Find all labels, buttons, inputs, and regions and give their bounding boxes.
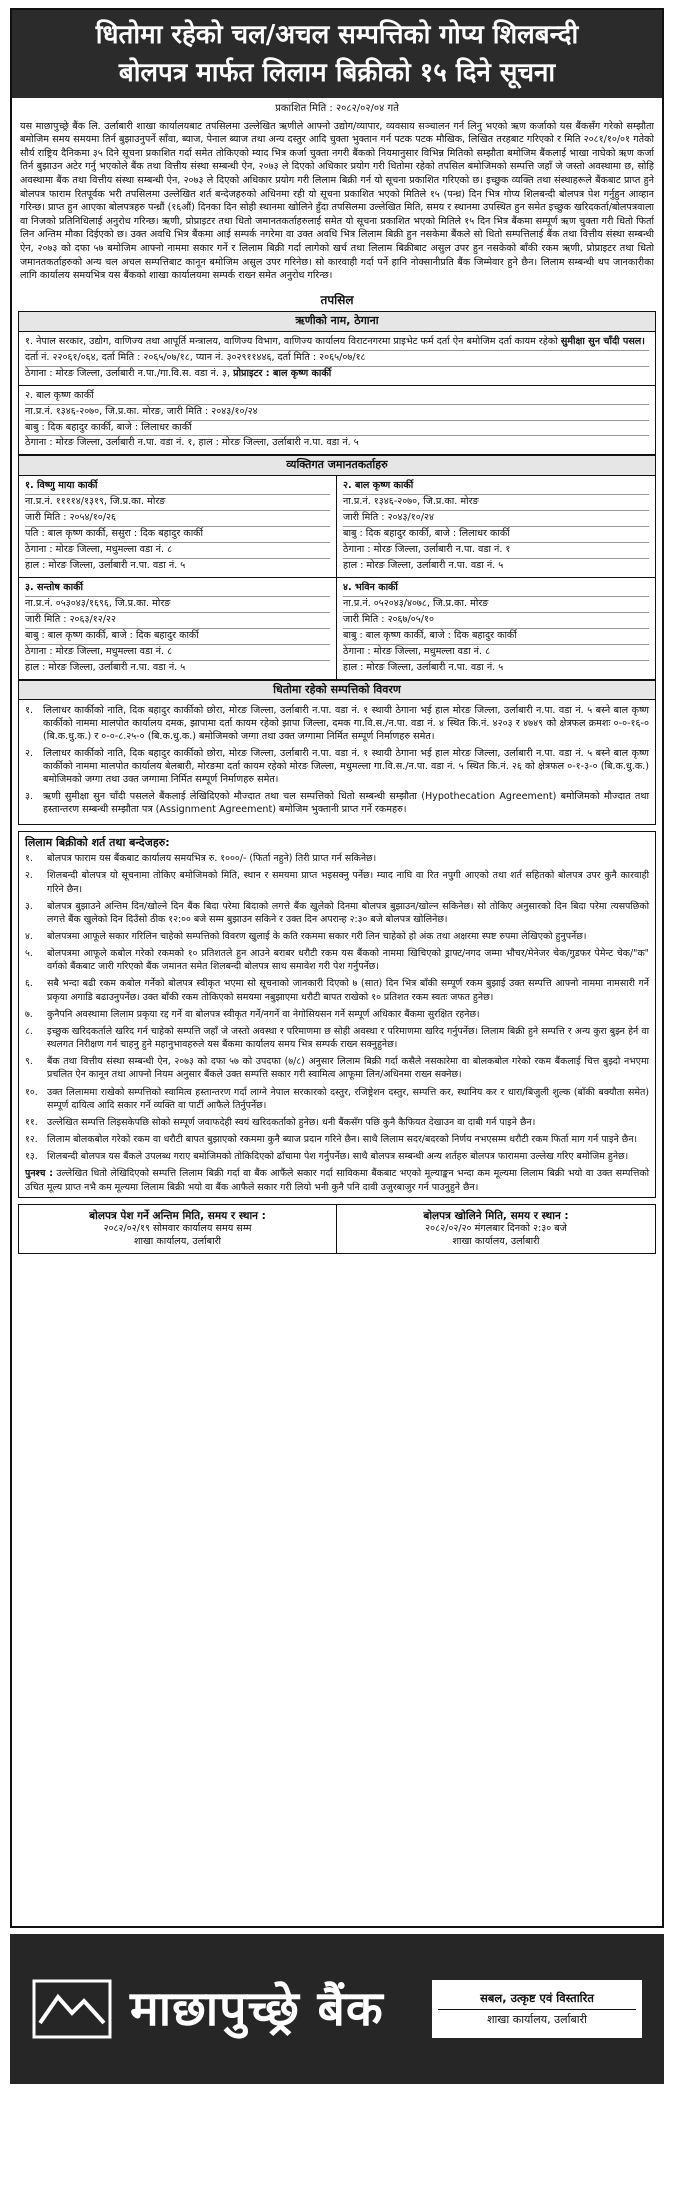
tagline-box (432, 1980, 642, 2037)
guarantor-address: ठेगाना : मोरङ जिल्ला, मधुमल्ला वडा नं. ८ (25, 644, 330, 659)
guarantor-name: २. बाल कृष्ण कार्की (343, 480, 414, 492)
terms-item-text: कुनैपनि अवस्थामा लिलाम प्रकृया रद्द गर्ने वा बोलपत्र स्वीकृत गर्ने/नगर्ने वा नेगोसियसन गर्ने सम्पूर्ण अधिकार बैंकमा सुरक्षित रहनेछ। (47, 1008, 480, 1020)
terms-item-text: बोलपत्र फाराम यस बैंकबाट कार्यालय समयभित्र रु. १०००/- (फिर्ता नहुने) तिरी प्राप्त गर्न सकिनेछ। (47, 853, 377, 865)
terms-list (25, 852, 649, 1163)
tapsil-label: तपसिल (320, 292, 354, 307)
terms-item (25, 1008, 649, 1021)
terms-item-text: शिलबन्दी बोलपत्र यस बैंकले उपलब्ध गराए बमोजिमको तोकिदिएको ढाँचामा पेश गर्नुपर्नेछ। साथै बोलपत्र सम्बन्धी अन्य शर्तहरु बोलपत्र फाराममा उल्लेख गरिए बमोजिम हुनेछ। (47, 1151, 629, 1163)
terms-item (25, 977, 649, 1003)
terms-item-text: इच्छुक खरिदकर्ताले खरिद गर्न चाहेको सम्पत्ति जहाँ जे जस्तो अवस्था र परिमाणमा छ सोही अवस्था र परिमाणमा खरिद गर्नुपर्नेछ। लिलाम बिक्री हुने सम्पत्ति र अन्य कुरा बुझ्न हेर्न वा स्थलगत निरीक्षण गर्न चाहनु हुने महानुभावहरुले यस बैंकमा कार्यालय समय भित्र सम्पर्क राख्न सक्नुहुनेछ। (47, 1025, 649, 1051)
collateral-item (25, 791, 649, 817)
guarantor-relation: पति : बाल कृष्ण कार्की, ससुरा : दिक बहादुर कार्की (25, 526, 330, 541)
guarantor-name: १. विष्णु माया कार्की (25, 480, 98, 492)
terms-heading: लिलाम बिक्रीको शर्त तथा बन्देजहरु: (25, 835, 170, 849)
terms-item (25, 930, 649, 943)
opening-when: २०८२/०२/२० मंगलबार दिनको २:३० बजे (425, 1222, 567, 1234)
borrower-proprietor: प्रोप्राइटर : बाल कृष्ण कार्की (233, 367, 332, 379)
borrower-firm: सुमीक्षा सुन चाँदी पसल। (560, 335, 645, 347)
collateral-box (18, 680, 656, 825)
terms-item-text: बोलपत्रमा आफूले कबोल गरेको रकमको १० प्रतिशतले हुन आउने बराबर धरौटी रकम यस बैंकको नाममा खिचिएको ड्राफ्ट/नगद जम्मा भौचर/मेनेजर चेक/गुडफर पेमेन्ट चेक/"क" वर्गको बैंकबाट जारी गरिएको बैंक जमानत समेत शिलबन्दी बोलपत्र साथ समावेश गरी पेश गर्नुपर्नेछ। (47, 948, 649, 973)
submission-when: २०८२/०२/१९ सोमवार कार्यालय समय सम्म (103, 1222, 252, 1234)
collateral-item-text: ऋणी सुमीक्षा सुन चाँदी पसलले बैंकलाई लेखिदिएको मौज्दात तथा चल सम्पत्तिको धितो सम्बन्धी सम्झौता (Hypothecation Agreement) बमोजिमको मौज्दात तथा हस्तान्तरण सम्बन्धी सम्झौता पत्र (Assignment Agreement) बमोजिम भुक्तानी प्राप्त गर्ने रकमहरु। (43, 790, 649, 815)
terms-item-number: १२. (25, 1134, 38, 1146)
terms-item (25, 1150, 649, 1163)
guarantor-relation: बाबु : दिक बहादुर कार्की, बाजे : लिलाधर कार्की (343, 526, 649, 541)
schedule-box (18, 1204, 656, 1254)
guarantors-box (18, 455, 656, 679)
terms-item-number: ९. (25, 1056, 33, 1068)
borrower-entry-2 (19, 386, 655, 455)
guarantor-citizenship: ना.प्र.नं. १३४६-२०७०, जि.प्र.का. मोरङ (343, 494, 649, 509)
terms-item (25, 1086, 649, 1112)
terms-item (25, 900, 649, 926)
opening-where: शाखा कार्यालय, उर्लाबारी (452, 1235, 540, 1247)
submission-heading: बोलपत्र पेश गर्ने अन्तिम मिति, समय र स्थान : (89, 1209, 266, 1222)
terms-item-text: उक्त लिलाममा राखेको सम्पत्तिको स्वामित्व हस्तान्तरण गर्दा लाग्ने नेपाल सरकारको दस्तुर, रजिष्ट्रेशन दस्तुर, सम्पत्ति कर, स्थानिय कर र धारा/बिजुली शुल्क (बाँकी बक्यौता समेत) सम्पूर्ण दायित्व आदि सकार गर्ने व्यक्ति वा पार्टी आफैले तिर्नुपर्नेछ। (47, 1086, 649, 1111)
terms-item-text: उल्लेखित सम्पत्ति लिइसकेपछि सोको सम्पूर्ण जवाफदेही स्वयं खरिदकर्ताको हुनेछ। धनी बैंकसँग पछि कुनै कैफियत देखाउन वा दाबी गर्न पाइने छैन। (47, 1116, 536, 1128)
borrower2-address: ठेगाना : मोरङ जिल्ला, उर्लाबारी न.पा. वडा नं. १, हाल : मोरङ जिल्ला, उर्लाबारी न.पा. वडा नं. ५ (25, 435, 649, 450)
borrower-address: ठेगाना : मोरङ जिल्ला, उर्लाबारी न.पा./गा.वि.स. वडा नं. ३, (25, 367, 231, 379)
postscript (25, 1167, 649, 1193)
collateral-item (25, 705, 649, 744)
guarantor-card (337, 578, 655, 679)
terms-item-number: ४. (25, 931, 33, 943)
terms-box (18, 831, 656, 1198)
guarantor-issued: जारी मिति : २०६७/०५/१० (343, 612, 649, 627)
collateral-list (19, 700, 655, 824)
collateral-item-text: लिलाधर कार्कीको नाति, दिक बहादुर कार्कीको छोरा, मोरङ जिल्ला, उर्लाबारी न.पा. वडा नं. १ स्थायी ठेगाना भई हाल मोरङ जिल्ला, उर्लाबारी न.पा. वडा नं. ५ बस्ने बाल कृष्ण कार्कीको नाममा मालपोत कार्यालय दमक, झापामा दर्ता कायम रहेको झापा जिल्ला, दमक गा.वि.स./न.पा. वडा नं. ४ स्थित कि.नं. ४२०३ र ४७४९ को क्षेत्रफल क्रमशः ०-०-१६-० (बि.क.धु.क.) र ०-०-८.२५-० (बि.क.धु.क.) बमोजिमको जग्गा तथा उक्त जग्गामा निर्मित सम्पूर्ण निर्माणहरु समेत। (43, 705, 649, 743)
terms-item-text: बैंक तथा वित्तीय संस्था सम्बन्धी ऐन, २०७३ को दफा ५७ को उपदफा (७/८) अनुसार लिलाम बिक्री गर्दा कसैले नसकारेमा वा बोलकबोल गरेको रकम बैंकलाई चित्त बुझ्दो नभएमा प्रचलित ऐन कानून तथा आफ्नो नियम अनुसार बैंकले उक्त सम्पत्ति सकार गरी स्वामित्व आफूमा लिन/अधिनमा राख्न सक्नेछ। (47, 1056, 649, 1081)
terms-item-text: बोलपत्रमा आफूले सकार गरिलिन चाहेको सम्पत्तिको विवरण खुलाई के कति रकममा सकार गरी लिन चाहेको हो अंक तथा अक्षरमा स्पष्ट रुपमा लेखिएको हुनुपर्नेछ। (47, 931, 587, 943)
borrower-line1: १. नेपाल सरकार, उद्योग, वाणिज्य तथा आपूर्ति मन्त्रालय, वाणिज्य विभाग, वाणिज्य कार्यालय विराटनगरमा प्राइभेट फर्म दर्ता ऐन बमोजिम दर्ता कायम रहेको (25, 335, 558, 347)
terms-item (25, 869, 649, 895)
bank-name: माछापुच्छ्रे बैंक (130, 1980, 384, 2037)
collateral-item-number: २. (25, 748, 34, 760)
terms-item-text: बोलपत्र बुझाउने अन्तिम दिन/खोल्ने दिन बैंक बिदा परेमा बिदाको लगत्ते बैंक खुलेको दिनमा बोलपत्र बुझाउन/खोल्न सकिनेछ। सो तोकिए अनुसारको दिन बिदा परेमा त्यसपछिको लगत्ते बैंक खुलेको दिन दिउँसो ठीक १२:०० बजे सम्म बुझाउन सकिने र उक्त दिन अपरान्ह २:३० बजे बोलपत्र खोलिनेछ। (47, 900, 649, 925)
guarantor-address: ठेगाना : मोरङ जिल्ला, मधुमल्ला वडा नं. ८ (343, 644, 649, 659)
guarantor-issued: जारी मिति : २०४३/१०/२४ (343, 510, 649, 525)
collateral-item-number: १. (25, 705, 34, 717)
bank-tagline: सबल, उत्कृष्ट एवं विस्तारित (438, 1988, 636, 2010)
guarantor-card (19, 578, 337, 679)
submission-schedule (19, 1205, 337, 1253)
terms-item-number: ११. (25, 1116, 38, 1128)
guarantor-issued: जारी मिति : २०६३/१२/२२ (25, 612, 330, 627)
guarantor-current-address: हाल : मोरङ जिल्ला, उर्लाबारी न.पा. वडा नं. ५ (343, 660, 649, 675)
guarantor-issued: जारी मिति : २०५४/१०/२६ (25, 510, 330, 525)
terms-item (25, 1055, 649, 1081)
terms-item-number: १. (25, 853, 33, 865)
guarantor-current-address: हाल : मोरङ जिल्ला, उर्लाबारी न.पा. वडा नं. ५ (25, 558, 330, 573)
intro-paragraph: यस माछापुच्छ्रे बैंक लि. उर्लाबारी शाखा कार्यालयबाट तपसिलमा उल्लेखित ऋणीले आफ्नो उद्योग/व्यापार, व्यवसाय सञ्चालन गर्न लिनु भएको ऋण कर्जाको यस बैंकसँग गरेको सम्झौता बमोजिम समय समयमा तिर्न बुझाउनुपर्ने साँवा, ब्याज, पेनाल ब्याज तथा अन्य दस्तुर आदि चुक्ता भुक्तान गर्न पटक पटक मौखिक, लिखित तरहबाट गरिएको र मिति २०८१/१०/०१ गतेको सौर्य राष्ट्रिय दैनिकमा ३५ दिने सूचना प्रकाशित गर्दा समेत तोकिएको म्याद भित्र कर्जा चुक्ता नगरी बैंकको नियमानुसार विभिन्न मितिको सम्झौता बमोजिम बैंकलाई भाखा नाघेको ऋण कर्जा तिर्न बुझाउन अटेर गर्नु भएकोले बैंक तथा वित्तीय संस्था सम्बन्धी ऐन, २०७३ ले दिएको अधिकार प्रयोग गरी धितोमा रहेको तपसिल बमोजिमको सम्पत्ति जहाँ जे जस्तो अवस्थामा छ, सोहि अवस्थामा बैंक तथा वित्तीय संस्था सम्बन्धी ऐन, २०७३ ले दिएको अधिकार प्रयोग गरी लिलाम बिक्री गर्न यो सूचना प्रकाशित गरिएको छ। इच्छुक व्यक्ति तथा संस्थाहरूले बैंकबाट प्राप्त हुने बोलपत्र फाराम रितपूर्वक भरी तपसिलमा उल्लेखित शर्त बन्देजहरुको अधिनमा रही यो सूचना प्रकाशित भएको मितिले १५ (पन्ध्र) दिन भित्र गोप्य शिलबन्दी बोलपत्र पेश गर्नुहुन आव्हान गरिन्छ। प्राप्त हुन आएका बोलपत्रहरु पन्ध्रौं (१६औं) दिनका दिन सोही स्थानमा खोलिने हुँदा तपसिलमा उल्लेखित मिति, समय र स्थानमा उपस्थित हुन समेत इच्छुक खरिदकर्ता/बोलपत्रवाला वा निजको प्रतिनिधिलाई अनुरोध गरिन्छ। ऋणी, प्रोप्राइटर तथा धितो जमानतकर्ताहरुलाई समेत यो सूचना प्रकाशित भएको मितिले १५ दिन भित्र बैंकमा सम्पूर्ण ऋण चुक्ता गरी धितो फिर्ता लिन अन्तिम मौका दिईएको छ। उक्त अवधि भित्र बैंकमा आई सम्पर्क नगरेमा वा उक्त अवधि भित्र लिलाम बिक्री हुन नसकेमा बैंकले सो धितो सम्पत्तिलाई बैंक तथा वित्तीय संस्था सम्बन्धी ऐन, २०७३ को दफा ५७ बमोजिम आफ्नो नाममा सकार गर्ने र लिलाम बिक्री गर्दा लागेको खर्च तथा लिलाम बिक्रीबाट असुल उपर हुन नसकेको बाँकी रकम ऋणी, प्रोप्राइटर तथा धितो जमानतकर्ताहरुको अन्य चल अचल सम्पत्तिबाट कानून बमोजिम असुल उपर गरिनेछ। सो कारवाही गर्दा पर्ने हानि नोक्सानीप्रति बैंक जिम्मेवार हुने छैन। लिलाम सम्बन्धी थप जानकारीका लागि कार्यालय समयभित्र यस बैंकको शाखा कार्यालयमा सम्पर्क राख्न समेत अनुरोध गरिन्छ। (20, 120, 654, 282)
guarantor-card (19, 476, 337, 578)
opening-heading: बोलपत्र खोलिने मिति, समय र स्थान : (423, 1209, 569, 1222)
borrower-entry-1 (19, 332, 655, 386)
title-line-2: बोलपत्र मार्फत लिलाम बिक्रीको १५ दिने सूचना (118, 58, 556, 88)
terms-item-text: शिलबन्दी बोलपत्र यो सूचनामा तोकिए बमोजिमको मिति, स्थान र समयमा प्राप्त भइसक्नु पर्नेछ। म्याद नाघि वा रित नपुगी आएको तथा शर्त सहितको बोलपत्र उपर कुनै कारवाही गरिने छैन। (47, 870, 649, 895)
guarantor-address: ठेगाना : मोरङ जिल्ला, उर्लाबारी न.पा. वडा नं. १ (343, 542, 649, 557)
branch-name: शाखा कार्यालय, उर्लाबारी (487, 2012, 587, 2026)
guarantor-name: ३. सन्तोष कार्की (25, 581, 83, 593)
borrower2-family: बाबु : दिक बहादुर कार्की, बाजे : लिलाधर कार्की (25, 420, 649, 435)
terms-item-number: ३. (25, 900, 33, 912)
opening-schedule (337, 1205, 655, 1253)
terms-item-number: २. (25, 870, 33, 882)
guarantors-grid (19, 476, 655, 678)
terms-item-number: ६. (25, 978, 33, 990)
notice-frame (10, 8, 664, 1928)
borrower2-citizenship: ना.प्र.नं. १३४६-२०७०, जि.प्र.का. मोरङ, जारी मिति : २०४३/१०/२४ (25, 404, 649, 419)
guarantor-name: ४. भविन कार्की (343, 581, 398, 593)
postscript-label: पुनश्च : (25, 1168, 53, 1180)
borrower2-name: २. बाल कृष्ण कार्की (25, 389, 94, 401)
terms-item-number: ७. (25, 1008, 33, 1020)
mountain-logo-icon (32, 1979, 112, 2039)
borrower-heading: ऋणीको नाम, ठेगाना (19, 312, 655, 332)
terms-item-text: सबै भन्दा बढी रकम कबोल गर्नेको बोलपत्र स्वीकृत भएमा सो सूचनाको जानकारी दिएको ७ (सात) दिन भित्र बाँकी सम्पूर्ण रकम बुझाई उक्त सम्पत्ति आफ्नो नाममा नामसारी गर्ने प्रकृया अगाडि बढाउनुपर्नेछ। उक्त बाँकी रकम तोकिएको समयमा नबुझाएमा धरौटी बापत राखेको १० प्रतिशत रकम स्वतः जफत हुनेछ। (47, 978, 649, 1003)
guarantors-heading: व्यक्तिगत जमानतकर्ताहरु (19, 456, 655, 476)
collateral-item-number: ३. (25, 790, 34, 802)
guarantor-citizenship: ना.प्र.नं. ०५२०४३/४०७८, जि.प्र.का. मोरङ (343, 596, 649, 611)
bank-footer (10, 1934, 664, 2084)
borrower-reg: दर्ता नं. २२०६१/०६४, दर्ता मिति : २०६५/०७/१८, प्यान नं. ३०२९११४४६, दर्ता मिति : २०६५/०७/१८ (25, 350, 649, 365)
guarantor-relation: बाबु : बाल कृष्ण कार्की, बाजे : दिक बहादुर कार्की (25, 628, 330, 643)
terms-item (25, 1025, 649, 1051)
postscript-text: उल्लेखित धितो लेखिदिएको सम्पत्ति लिलाम बिक्री गर्दा वा बैंक आफैंले सकार गर्दा साविकमा बैंकबाट भएको मूल्याङ्कन भन्दा कम मूल्यमा लिलाम बिक्री भयो वा उक्त सम्पत्तिको उचित मूल्य प्राप्त नभै कम मूल्यमा लिलाम बिक्री भयो वा बैंक आफैले सकार गरी लियो भनी कुनै पनि दावी उजुरबाजुर गर्न पाउनुहुने छैन। (25, 1168, 649, 1193)
collateral-item-text: लिलाधर कार्कीको नाति, दिक बहादुर कार्कीको छोरा, मोरङ जिल्ला, उर्लाबारी न.पा. वडा नं. १ स्थायी ठेगाना भई हाल मोरङ जिल्ला, उर्लाबारी न.पा. वडा नं. ५ बस्ने बाल कृष्ण कार्कीको नाममा मालपोत कार्यालय बेलबारी, मोरङमा दर्ता कायम रहेको मोरङ जिल्ला, मधुमल्ला गा.वि.स./न.पा. वडा नं. ५ स्थित कि.नं. २६ को क्षेत्रफल ०-१-३-० (बि.क.धु.क.) बमोजिमको जग्गा तथा उक्त जग्गामा निर्मित सम्पूर्ण निर्माणहरु समेत। (43, 748, 649, 786)
collateral-heading: धितोमा रहेको सम्पत्तिको विवरण (19, 681, 655, 701)
published-date: प्रकाशित मिति : २०८२/०२/०४ गते (275, 103, 399, 114)
terms-item (25, 1133, 649, 1146)
guarantor-current-address: हाल : मोरङ जिल्ला, उर्लाबारी न.पा. वडा नं. ५ (343, 558, 649, 573)
terms-item-number: १३. (25, 1151, 38, 1163)
terms-item (25, 852, 649, 865)
borrower-box (18, 311, 656, 455)
terms-item (25, 1116, 649, 1129)
guarantor-citizenship: ना.प्र.नं. ०५३०४३/१६९६, जि.प्र.का. मोरङ (25, 596, 330, 611)
title-line-1: धितोमा रहेको चल/अचल सम्पत्तिको गोप्य शिलबन्दी (95, 20, 579, 50)
submission-where: शाखा कार्यालय, उर्लाबारी (133, 1235, 222, 1247)
guarantor-citizenship: ना.प्र.नं. ११११४/१३१९, जि.प्र.का. मोरङ (25, 494, 330, 509)
terms-item-number: १०. (25, 1086, 38, 1098)
terms-item-number: ८. (25, 1025, 33, 1037)
guarantor-relation: बाबु : बाल कृष्ण कार्की, बाजे : दिक बहादुर कार्की (343, 628, 649, 643)
guarantor-current-address: हाल : मोरङ जिल्ला, उर्लाबारी न.पा. वडा नं. ५ (25, 660, 330, 675)
notice-title (12, 10, 662, 98)
terms-item-text: लिलाम बोलकबोल गरेको रकम वा धरौटी बापत बुझाएको रकममा कुनै ब्याज प्रदान गरिने छैन। साथै लिलाम सदर/बदरको निर्णय नभएसम्म धरौटी रकम फिर्ता माग गर्न पाइने छैन। (47, 1134, 638, 1146)
terms-item (25, 947, 649, 973)
guarantor-address: ठेगाना : मोरङ जिल्ला, मधुमल्ला वडा नं. ८ (25, 542, 330, 557)
guarantor-card (337, 476, 655, 578)
terms-item-number: ५. (25, 948, 33, 960)
collateral-item (25, 748, 649, 787)
